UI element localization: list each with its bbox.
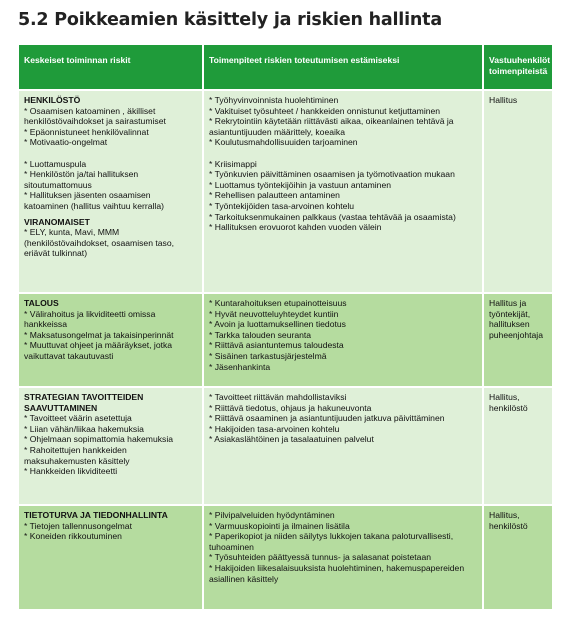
measure-line: * Jäsenhankinta (209, 361, 271, 372)
responsible-cell: Hallitus ja työntekijät, hallituksen puheenjohtaja (483, 293, 552, 387)
responsible-cell: Hallitus, henkilöstö (483, 505, 552, 609)
spacer (209, 148, 477, 159)
measures-cell (203, 293, 483, 387)
risk-heading: VIRANOMAISET (24, 216, 90, 227)
measures-cell (203, 90, 483, 293)
responsible-cell: Hallitus, henkilöstö (483, 387, 552, 505)
risk-line: * Koneiden rikkoutuminen (24, 531, 122, 542)
measure-line: * Työntekijöiden tasa-arvoinen kohtelu (209, 200, 355, 211)
measure-line: * Tarkka talouden seuranta (209, 329, 312, 340)
risk-cell (19, 505, 203, 609)
risk-line: * Osaamisen katoaminen , äkilliset henkilöstövaihdokset ja sairastumiset (24, 105, 166, 127)
measure-line: * Koulutusmahdollisuuiden tarjoaminen (209, 137, 358, 148)
table-row (19, 387, 552, 505)
measure-line: * Riittävä tiedotus, ohjaus ja hakuneuvonta (209, 402, 372, 413)
measure-line: * Varmuuskopiointi ja ilmainen lisätila (209, 520, 350, 531)
measure-line: * Hakijoiden tasa-arvoinen kohtelu (209, 423, 340, 434)
risk-cell (19, 293, 203, 387)
risk-line: * ELY, kunta, Mavi, MMM (henkilöstövaihdokset, osaamisen taso, eriävät tulkinnat) (24, 227, 177, 259)
risk-heading: TIETOTURVA JA TIEDONHALLINTA (24, 510, 168, 520)
measures-cell (203, 387, 483, 505)
measure-line: * Pilvipalveluiden hyödyntäminen (209, 510, 335, 520)
measure-line: * Riittävä asiantuntemus taloudesta (209, 340, 344, 351)
risk-line: * Maksatusongelmat ja takaisinperinnät (24, 329, 174, 340)
measure-line: * Työnkuvien päivittäminen osaamisen ja työmotivaation mukaan (209, 169, 455, 180)
measure-line: * Työhyvinvoinnista huolehtiminen (209, 95, 339, 105)
risk-line: * Motivaatio-ongelmat (24, 137, 108, 148)
risk-line: * Tietojen tallennusongelmat (24, 520, 132, 531)
risk-heading: HENKILÖSTÖ (24, 95, 81, 105)
table-row (19, 293, 552, 387)
measure-line: * Rehellisen palautteen antaminen (209, 190, 340, 201)
risk-line: * Liian vähän/liikaa hakemuksia (24, 423, 144, 434)
risk-line: * Luottamuspula (24, 158, 87, 169)
risk-line: * Ohjelmaan sopimattomia hakemuksia (24, 434, 174, 445)
header-measures: Toimenpiteet riskien toteutumisen estämiseksi (203, 45, 483, 90)
risk-line: * Henkilöstön ja/tai hallituksen sitoutumattomuus (24, 169, 141, 190)
risk-line: * Hankkeiden likviditeetti (24, 466, 118, 477)
measure-line: * Hallituksen erovuorot kahden vuoden välein (209, 222, 382, 233)
measure-line: * Luottamus työntekijöihin ja vastuun antaminen (209, 179, 392, 190)
risk-line: * Epäonnistuneet henkilövalinnat (24, 126, 149, 137)
risk-line: * Tavoitteet väärin asetettuja (24, 413, 132, 424)
measure-line: * Vakituiset työsuhteet / hankkeiden onnistunut ketjuttaminen (209, 105, 441, 116)
measure-line: * Hakijoiden liikesalaisuuksista huolehtiminen, hakemuspapereiden asiallinen käsittely (209, 562, 467, 584)
table-row (19, 505, 552, 609)
measure-line: * Kriisimappi (209, 158, 257, 169)
responsible-cell: Hallitus (483, 90, 552, 293)
measure-line: * Tavoitteet riittävän mahdollistaviksi (209, 392, 347, 402)
measure-line: * Avoin ja luottamuksellinen tiedotus (209, 319, 346, 330)
header-risks: Keskeiset toiminnan riskit (19, 45, 203, 90)
risk-heading: STRATEGIAN TAVOITTEIDEN SAAVUTTAMINEN (24, 392, 146, 413)
measure-line: * Rekrytointiin käytetään riittävästi aikaa, oikeanlainen tehtävä ja asiantuntijuuden määrittely, koeaika (209, 116, 456, 137)
page-title: 5.2 Poikkeamien käsittely ja riskien hallinta (18, 10, 442, 30)
risk-line: * Välirahoitus ja likviditeetti omissa hankkeissa (24, 308, 158, 330)
risk-line: * Hallituksen jäsenten osaamisen katoaminen (hallitus vaihtuu kerralla) (24, 190, 164, 211)
measure-line: * Paperikopiot ja niiden säilytys lukkojen takana paloturvallisesti, tuhoaminen (209, 531, 456, 552)
spacer (24, 148, 197, 159)
measure-line: * Tarkoituksenmukainen palkkaus (vastaa tehtävää ja osaamista) (209, 211, 456, 222)
table-header-row (19, 45, 552, 90)
measure-line: * Hyvät neuvotteluyhteydet kuntiin (209, 308, 339, 319)
header-responsible: Vastuuhenkilöt toimenpiteistä (483, 45, 552, 90)
risk-line: * Muuttuvat ohjeet ja määräykset, jotka vaikuttavat takautuvasti (24, 340, 175, 361)
risk-heading: TALOUS (24, 298, 59, 308)
risk-cell (19, 90, 203, 293)
measure-line: * Riittävä osaaminen ja asiantuntijuuden jatkuva päivittäminen (209, 413, 445, 424)
risk-line: * Rahoitettujen hankkeiden maksuhakemusten käsittely (24, 444, 130, 466)
measure-line: * Asiakaslähtöinen ja tasalaatuinen palvelut (209, 434, 374, 445)
measures-cell (203, 505, 483, 609)
risk-cell (19, 387, 203, 505)
table-row (19, 90, 552, 293)
risk-table (19, 45, 552, 609)
measure-line: * Sisäinen tarkastusjärjestelmä (209, 350, 327, 361)
measure-line: * Kuntarahoituksen etupainotteisuus (209, 298, 347, 308)
measure-line: * Työsuhteiden päättyessä tunnus- ja salasanat poistetaan (209, 552, 431, 563)
